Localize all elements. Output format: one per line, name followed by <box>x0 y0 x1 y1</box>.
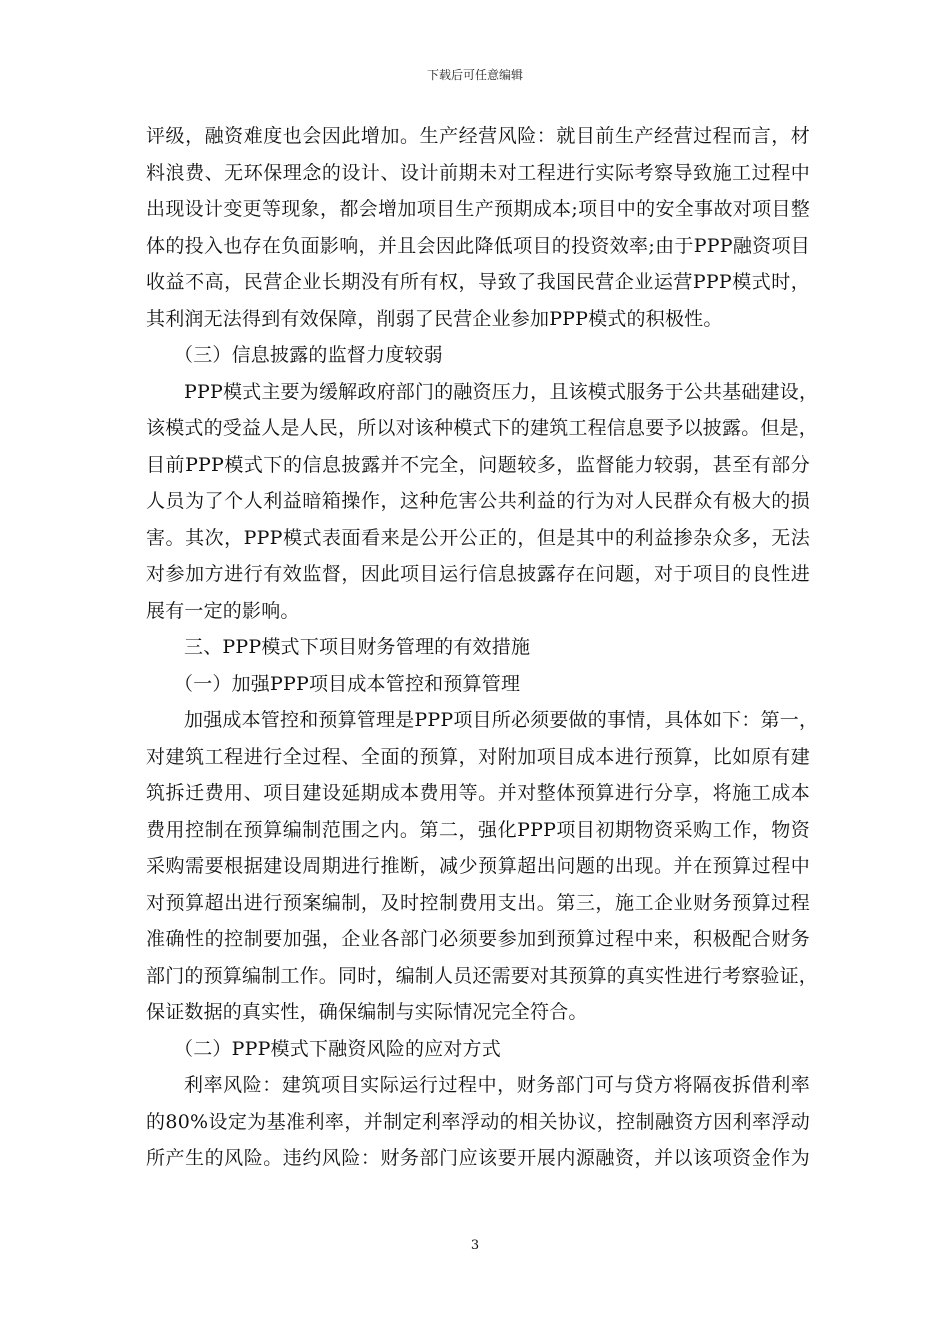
text-line: （一）加强PPP项目成本管控和预算管理 <box>174 672 521 695</box>
document-body <box>146 118 819 1177</box>
text-line: 部门的预算编制工作。同时，编制人员还需要对其预算的真实性进行考察验证， <box>146 964 819 987</box>
page-header: 下载后可任意编辑 <box>426 68 523 82</box>
text-line: 目前PPP模式下的信息披露并不完全，问题较多，监督能力较弱，甚至有部分 <box>146 453 810 476</box>
text-line: 收益不高，民营企业长期没有所有权，导致了我国民营企业运营PPP模式时， <box>146 271 810 293</box>
text-line: 对预算超出进行预案编制，及时控制费用支出。第三，施工企业财务预算过程 <box>146 891 810 914</box>
text-line: 的80%设定为基准利率，并制定利率浮动的相关协议，控制融资方因利率浮动 <box>146 1110 810 1133</box>
text-line: 对参加方进行有效监督，因此项目运行信息披露存在问题，对于项目的良性进 <box>146 563 810 585</box>
text-line: 体的投入也存在负面影响，并且会因此降低项目的投资效率;由于PPP融资项目 <box>146 234 810 257</box>
text-line: 准确性的控制要加强，企业各部门必须要参加到预算过程中来，积极配合财务 <box>146 928 810 950</box>
text-line: 费用控制在预算编制范围之内。第二，强化PPP项目初期物资采购工作，物资 <box>146 818 810 841</box>
text-line: 展有一定的影响。 <box>146 599 300 622</box>
text-line: 其利润无法得到有效保障，削弱了民营企业参加PPP模式的积极性。 <box>146 307 723 330</box>
text-line: 出现设计变更等现象，都会增加项目生产预期成本;项目中的安全事故对项目整 <box>146 198 810 220</box>
text-line: 筑拆迁费用、项目建设延期成本费用等。并对整体预算进行分享，将施工成本 <box>146 782 810 804</box>
text-line: 评级，融资难度也会因此增加。生产经营风险：就目前生产经营过程而言，材 <box>146 125 810 147</box>
text-line: （二）PPP模式下融资风险的应对方式 <box>174 1037 501 1060</box>
text-line: 料浪费、无环保理念的设计、设计前期未对工程进行实际考察导致施工过程中 <box>146 161 810 184</box>
text-line: 害。其次，PPP模式表面看来是公开公正的，但是其中的利益掺杂众多，无法 <box>146 526 810 549</box>
text-line: 所产生的风险。违约风险：财务部门应该要开展内源融资，并以该项资金作为 <box>146 1147 810 1169</box>
page-number: 3 <box>470 1238 480 1253</box>
text-line: 对建筑工程进行全过程、全面的预算，对附加项目成本进行预算，比如原有建 <box>146 745 810 768</box>
text-line: （三）信息披露的监督力度较弱 <box>174 344 443 366</box>
text-line: 保证数据的真实性，确保编制与实际情况完全符合。 <box>146 1001 588 1023</box>
text-line: 人员为了个人利益暗箱操作，这种危害公共利益的行为对人民群众有极大的损 <box>146 490 810 512</box>
text-line: 利率风险：建筑项目实际运行过程中，财务部门可与贷方将隔夜拆借利率 <box>184 1074 810 1096</box>
text-line: PPP模式主要为缓解政府部门的融资压力，且该模式服务于公共基础建设， <box>184 380 819 403</box>
text-line: 采购需要根据建设周期进行推断，减少预算超出问题的出现。并在预算过程中 <box>146 855 810 877</box>
text-line: 加强成本管控和预算管理是PPP项目所必须要做的事情，具体如下：第一， <box>184 709 819 731</box>
text-line: 三、PPP模式下项目财务管理的有效措施 <box>184 636 531 658</box>
text-line: 该模式的受益人是人民，所以对该种模式下的建筑工程信息要予以披露。但是， <box>146 417 819 439</box>
